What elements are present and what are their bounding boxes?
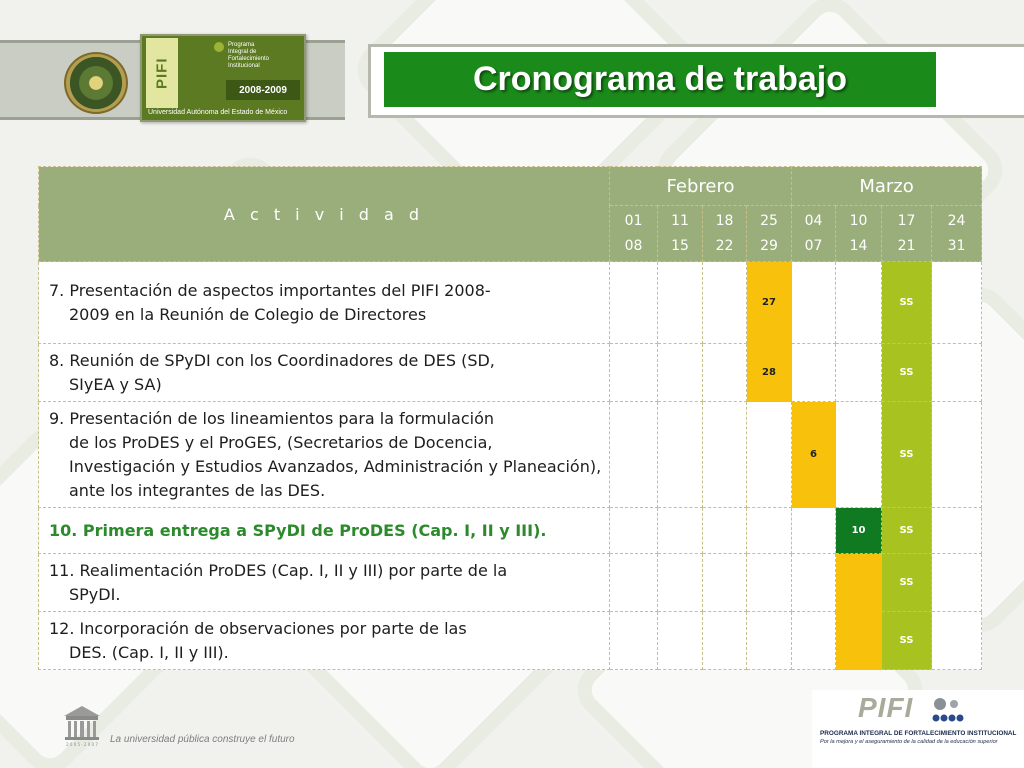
schedule-cell-marked: 6: [792, 402, 836, 508]
schedule-cell-marked: SS: [882, 344, 932, 402]
schedule-cell: [836, 344, 882, 402]
pifi-logo: [140, 34, 306, 122]
footer-program-name: PROGRAMA INTEGRAL DE FORTALECIMIENTO INSTITUCIONAL: [820, 730, 1017, 737]
schedule-cell: [836, 262, 882, 344]
schedule-cell: [932, 344, 982, 402]
schedule-cell: [610, 554, 658, 612]
schedule-cell: [703, 344, 747, 402]
table-row: [39, 508, 982, 554]
schedule-cell: [610, 402, 658, 508]
uaem-seal-icon: [64, 52, 128, 114]
week-header: 24 31: [932, 206, 982, 262]
schedule-cell: [610, 344, 658, 402]
schedule-cell: [932, 508, 982, 554]
schedule-table: [38, 166, 982, 670]
schedule-cell-marked: SS: [882, 612, 932, 670]
table-row: [39, 262, 982, 344]
university-building-icon: [62, 704, 102, 748]
schedule-cell: [932, 262, 982, 344]
building-years: 2 0 0 5 · 2 0 0 7: [66, 742, 98, 747]
schedule-cell: [747, 402, 792, 508]
schedule-cell: [932, 554, 982, 612]
week-header: 04 07: [792, 206, 836, 262]
schedule-cell: [932, 612, 982, 670]
schedule-cell-marked: [836, 554, 882, 612]
schedule-cell: [703, 508, 747, 554]
schedule-cell: [932, 402, 982, 508]
schedule-cell: [658, 554, 703, 612]
month-february: Febrero: [610, 167, 792, 206]
schedule-cell: [747, 554, 792, 612]
activity-cell: 12. Incorporación de observaciones por parte de las DES. (Cap. I, II y III).: [39, 612, 610, 670]
schedule-cell-marked: 28: [747, 344, 792, 402]
schedule-cell: [610, 612, 658, 670]
week-header: 10 14: [836, 206, 882, 262]
schedule-cell-marked: SS: [882, 402, 932, 508]
schedule-cell: [792, 508, 836, 554]
schedule-cell-marked: [836, 612, 882, 670]
week-header: 11 15: [658, 206, 703, 262]
activity-cell-highlighted: 10. Primera entrega a SPyDI de ProDES (Cap. I, II y III).: [39, 508, 610, 554]
schedule-cell-marked: SS: [882, 554, 932, 612]
footer-pifi-panel: [812, 690, 1024, 768]
pifi-program-text: Programa Integral de Fortalecimiento Institucional: [228, 42, 270, 69]
table-row: [39, 612, 982, 670]
table-row: [39, 402, 982, 508]
activity-cell: 7. Presentación de aspectos importantes del PIFI 2008- 2009 en la Reunión de Colegio de Directores: [39, 262, 610, 344]
pifi-dot-icon: [214, 42, 224, 52]
schedule-cell: [658, 508, 703, 554]
activity-header: A c t i v i d a d: [39, 167, 610, 262]
schedule-cell: [658, 344, 703, 402]
schedule-cell: [747, 508, 792, 554]
schedule-cell-marked: SS: [882, 262, 932, 344]
week-header: 17 21: [882, 206, 932, 262]
footer-slogan: Por la mejora y el aseguramiento de la calidad de la educación superior: [820, 739, 998, 745]
schedule-cell-marked: SS: [882, 508, 932, 554]
page-title: Cronograma de trabajo: [384, 52, 936, 107]
schedule-cell: [792, 612, 836, 670]
pifi-years: 2008-2009: [226, 80, 300, 100]
schedule-cell: [792, 554, 836, 612]
schedule-cell: [747, 612, 792, 670]
schedule-cell: [703, 262, 747, 344]
schedule-cell: [703, 402, 747, 508]
schedule-cell: [610, 262, 658, 344]
schedule-cell: [658, 612, 703, 670]
schedule-cell: [658, 402, 703, 508]
table-row: [39, 344, 982, 402]
schedule-cell-marked: 27: [747, 262, 792, 344]
schedule-cell: [836, 402, 882, 508]
pifi-university: Universidad Autónoma del Estado de México: [148, 109, 288, 116]
activity-cell: 11. Realimentación ProDES (Cap. I, II y III) por parte de la SPyDI.: [39, 554, 610, 612]
activity-cell: 8. Reunión de SPyDI con los Coordinadores de DES (SD, SIyEA y SA): [39, 344, 610, 402]
week-header: 25 29: [747, 206, 792, 262]
week-header: 01 08: [610, 206, 658, 262]
schedule-cell: [703, 612, 747, 670]
month-march: Marzo: [792, 167, 982, 206]
pifi-logo-word: PIFI: [146, 38, 178, 108]
pifi-dots-icon: [930, 696, 964, 724]
schedule-cell: [658, 262, 703, 344]
schedule-cell: [610, 508, 658, 554]
schedule-cell: [703, 554, 747, 612]
schedule-cell-marked: 10: [836, 508, 882, 554]
footer-pifi-logo: PIFI: [858, 692, 914, 723]
table-row: [39, 554, 982, 612]
footer-tagline: La universidad pública construye el futuro: [110, 734, 295, 745]
schedule-cell: [792, 262, 836, 344]
week-header: 18 22: [703, 206, 747, 262]
schedule-cell: [792, 344, 836, 402]
activity-cell: 9. Presentación de los lineamientos para la formulación de los ProDES y el ProGES, (Secretarios de Docencia, Investigación y Estudios Avanzados, Administración y Planeación), ante los integrantes de las DES.: [39, 402, 610, 508]
